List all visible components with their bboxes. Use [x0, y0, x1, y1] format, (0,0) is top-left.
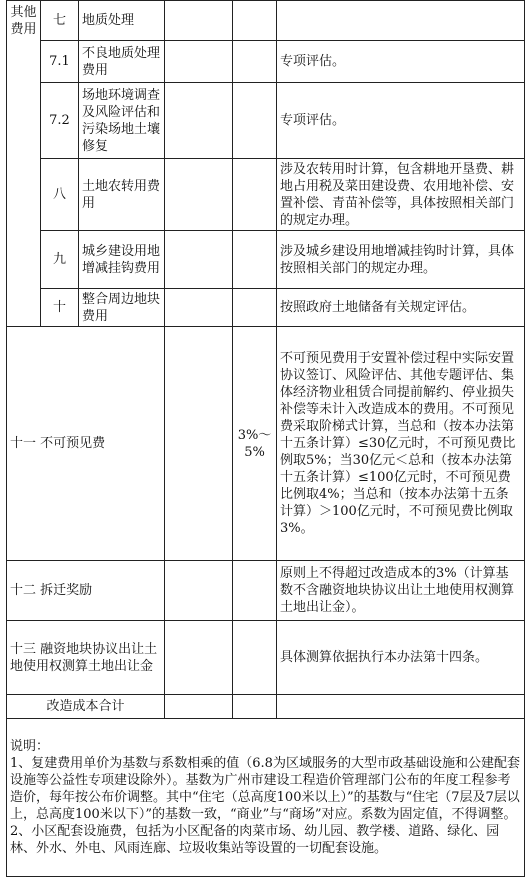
row-note: 专项评估。 — [277, 41, 525, 83]
table-row — [7, 159, 525, 231]
row-rate — [233, 695, 277, 719]
row-note — [277, 695, 525, 719]
financing-label: 十三 融资地块协议出让土地使用权测算土地出让金 — [7, 621, 165, 695]
other-fees-label: 其他费用 — [7, 1, 41, 327]
table-row-demolition — [7, 561, 525, 621]
row-number: 七 — [41, 1, 79, 41]
row-amount — [165, 561, 233, 621]
note-item: 1、复建费用单价为基数与系数相乘的值（6.8为区域服务的大型市政基础设施和公建配套设施等公益性专项建设除外）。基数为广州市建设工程造价管理部门公布的年度工程参考造价，每年按公布价调整。其中“住宅（总高度100米以上）”的基数与“住宅（7层及7层以上，总高度100米以下）”的基数一致，“商业”与“商场”对应。系数为固定值，不得调整。 — [10, 756, 520, 822]
row-rate — [233, 231, 277, 289]
demolition-label: 十二 拆迁奖励 — [7, 561, 165, 621]
row-number: 7.2 — [41, 83, 79, 159]
table-row — [7, 289, 525, 327]
row-number: 十 — [41, 289, 79, 327]
table-row — [7, 1, 525, 41]
total-label: 改造成本合计 — [7, 695, 165, 719]
row-note — [277, 1, 525, 41]
contingency-rate: 3%～5% — [233, 327, 277, 561]
table-row — [7, 231, 525, 289]
row-amount — [165, 327, 233, 561]
notes-title: 说明： — [10, 739, 50, 754]
row-amount — [165, 231, 233, 289]
row-number: 八 — [41, 159, 79, 231]
row-rate — [233, 561, 277, 621]
row-amount — [165, 1, 233, 41]
row-amount — [165, 83, 233, 159]
table-row — [7, 83, 525, 159]
contingency-note: 不可预见费用于安置补偿过程中实际安置协议签订、风险评估、其他专题评估、集体经济物业租赁合同提前解约、停业损失补偿等未计入改造成本的费用。不可预见费采取阶梯式计算，当总和（按本办法第十五条计算）≤30亿元时，不可预见费比例取5%；当30亿元＜总和（按本办法第十五条计算）≤100亿元时，不可预见费比例取4%；当总和（按本办法第十五条计算）＞100亿元时，不可预见费比例取3%。 — [277, 327, 525, 561]
demolition-note: 原则上不得超过改造成本的3%（计算基数不含融资地块协议出让土地使用权测算土地出让金）。 — [277, 561, 525, 621]
row-note: 按照政府土地储备有关规定评估。 — [277, 289, 525, 327]
table-row-notes — [7, 719, 525, 877]
row-amount — [165, 41, 233, 83]
row-item: 土地农转用费用 — [79, 159, 165, 231]
row-number: 九 — [41, 231, 79, 289]
row-item: 场地环境调查及风险评估和污染场地土壤修复 — [79, 83, 165, 159]
row-note: 专项评估。 — [277, 83, 525, 159]
row-rate — [233, 621, 277, 695]
cost-table — [6, 0, 525, 877]
row-rate — [233, 1, 277, 41]
table-row-financing — [7, 621, 525, 695]
notes-cell — [7, 719, 525, 877]
row-item: 城乡建设用地增减挂钩费用 — [79, 231, 165, 289]
row-rate — [233, 41, 277, 83]
row-rate — [233, 159, 277, 231]
row-amount — [165, 695, 233, 719]
table-row — [7, 41, 525, 83]
row-item: 整合周边地块费用 — [79, 289, 165, 327]
table-row-total — [7, 695, 525, 719]
contingency-label: 十一 不可预见费 — [7, 327, 165, 561]
row-item: 不良地质处理费用 — [79, 41, 165, 83]
row-number: 7.1 — [41, 41, 79, 83]
row-rate — [233, 83, 277, 159]
row-item: 地质处理 — [79, 1, 165, 41]
table-row-contingency — [7, 327, 525, 561]
financing-note: 具体测算依据执行本办法第十四条。 — [277, 621, 525, 695]
row-rate — [233, 289, 277, 327]
row-note: 涉及农转用时计算，包含耕地开垦费、耕地占用税及菜田建设费、农用地补偿、安置补偿、青苗补偿等，具体按照相关部门的规定办理。 — [277, 159, 525, 231]
row-amount — [165, 621, 233, 695]
row-amount — [165, 289, 233, 327]
row-amount — [165, 159, 233, 231]
note-item: 2、小区配套设施费，包括为小区配备的肉菜市场、幼儿园、教学楼、道路、绿化、园林、外水、外电、风雨连廊、垃圾收集站等设置的一切配套设施。 — [10, 824, 500, 856]
row-note: 涉及城乡建设用地增减挂钩时计算，具体按照相关部门的规定办理。 — [277, 231, 525, 289]
